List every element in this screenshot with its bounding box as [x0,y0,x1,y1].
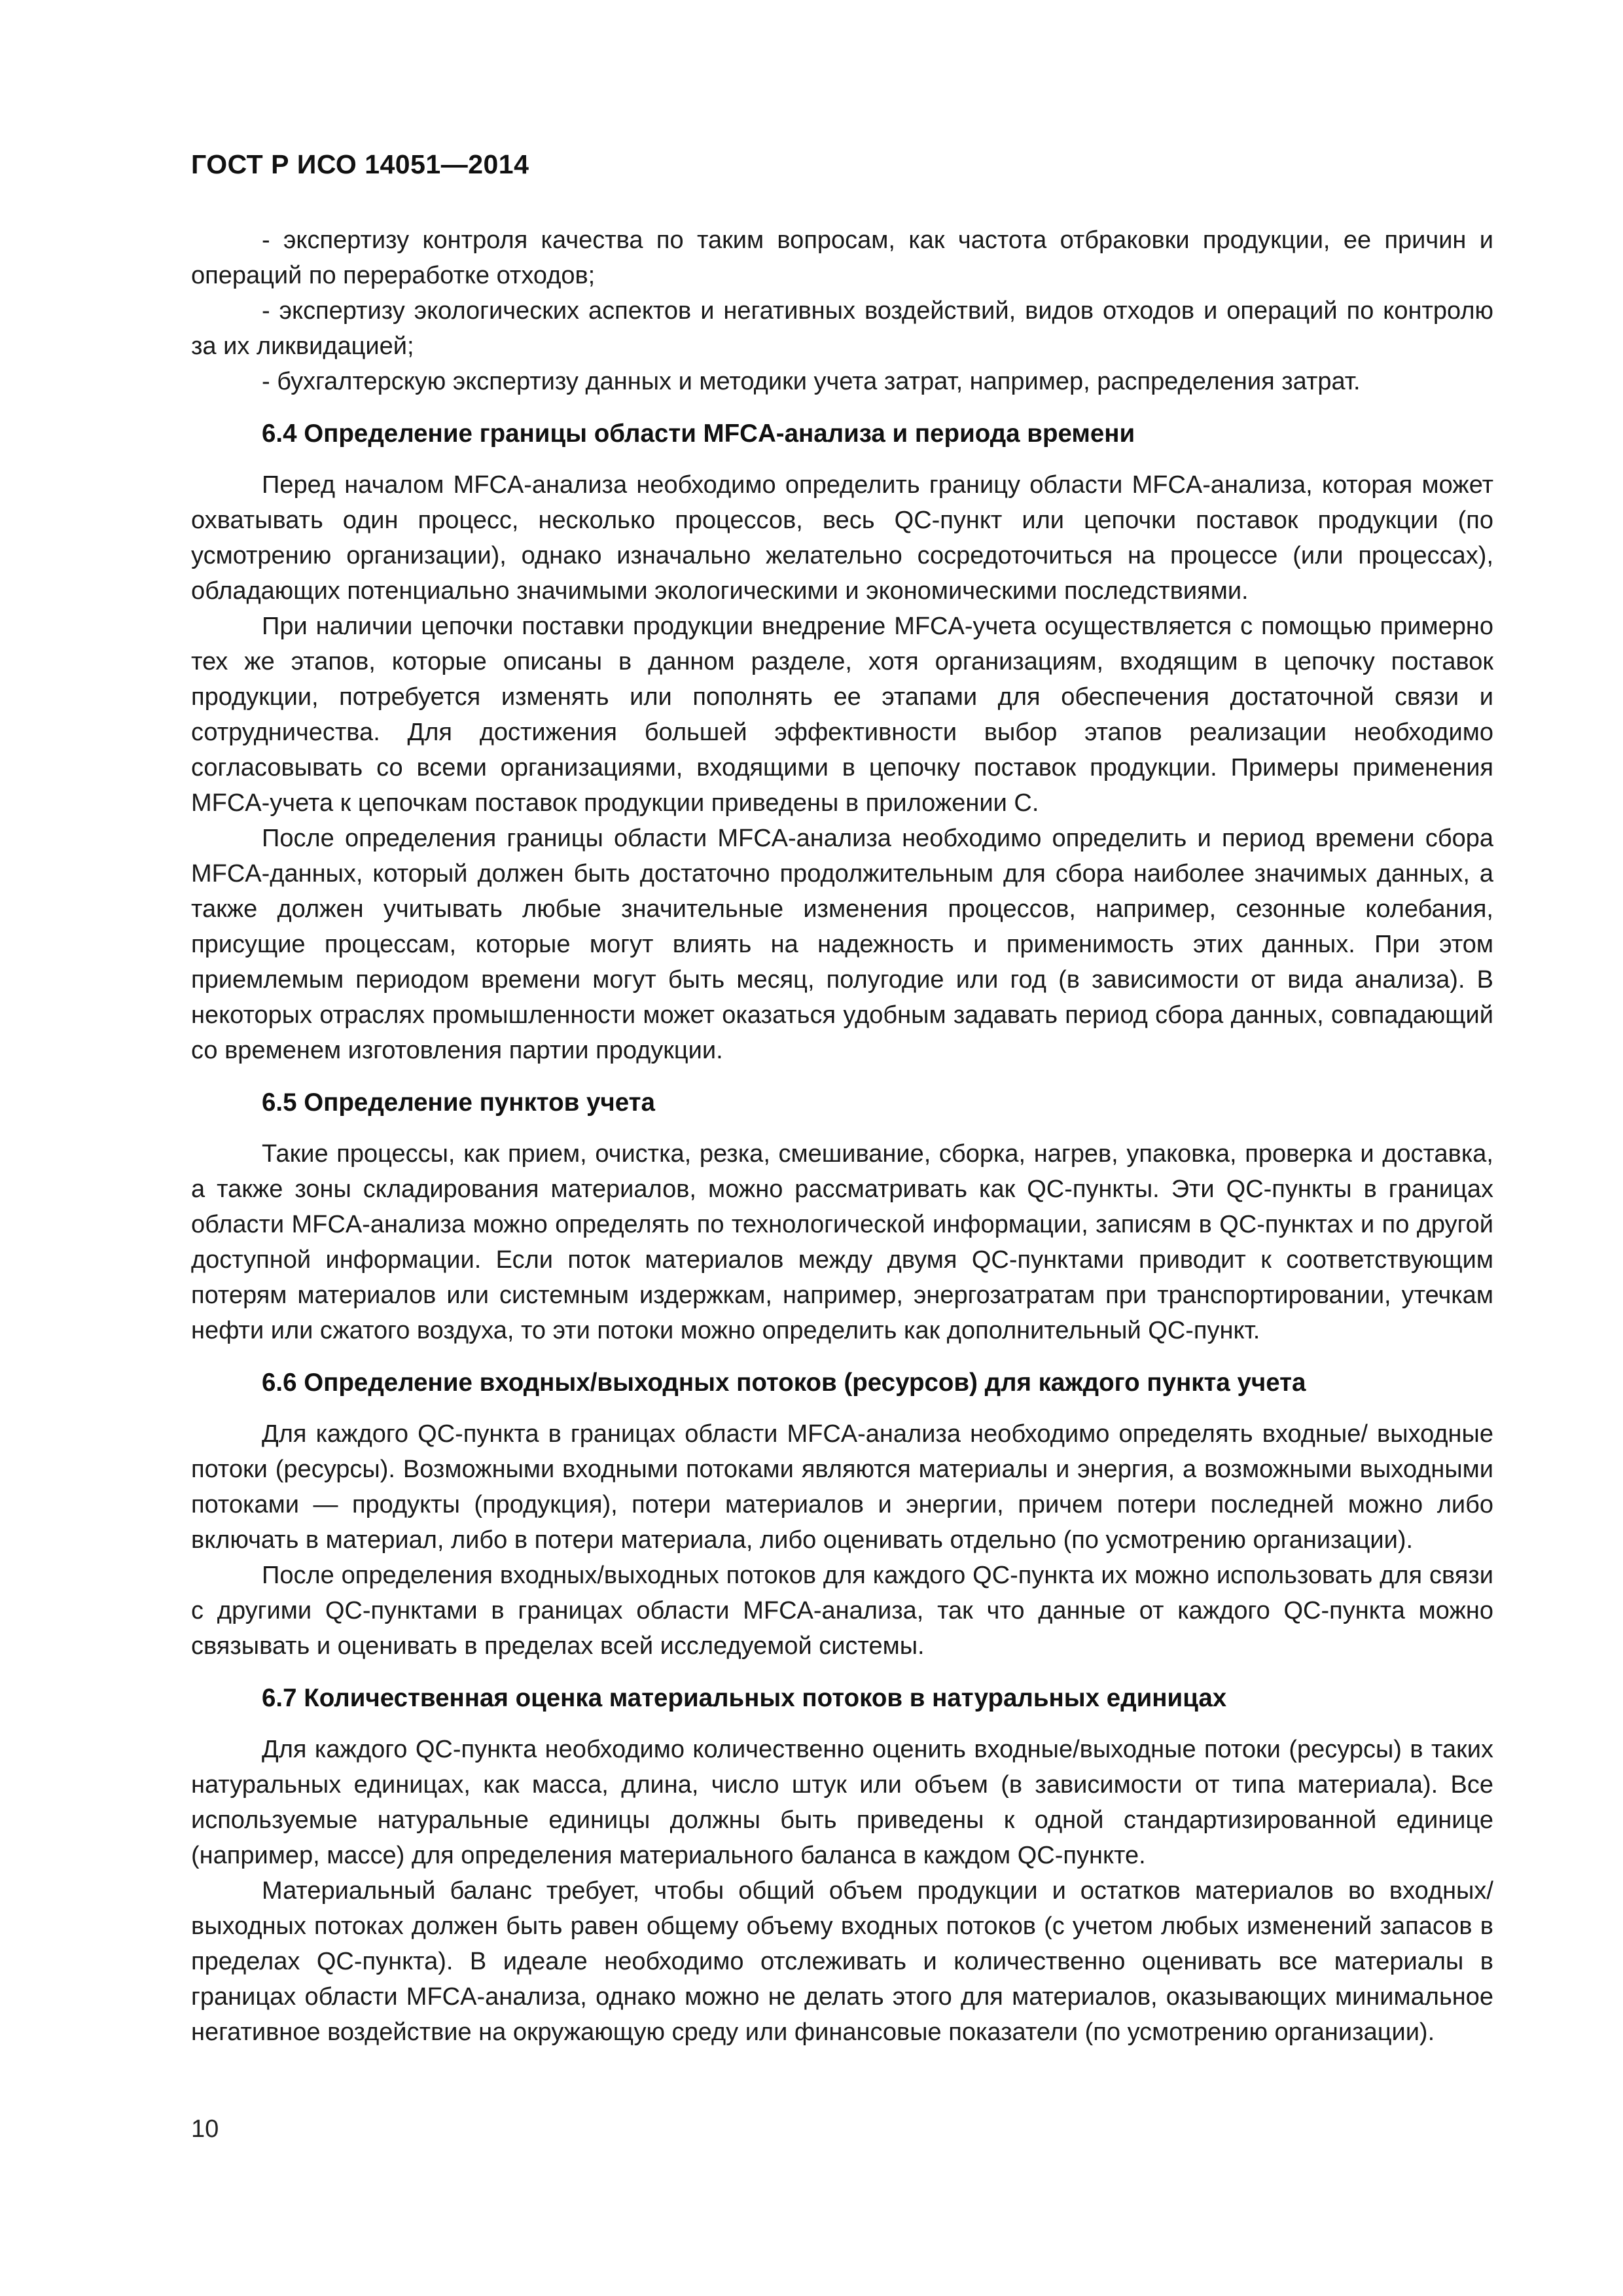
section-6-4-heading: 6.4 Определение границы области MFCA-анализа и периода времени [262,420,1135,448]
document-header: ГОСТ Р ИСО 14051—2014 [191,149,529,179]
document-body [191,223,1493,2050]
section-6-6-paragraph: После определения входных/выходных потоков для каждого QC-пункта их можно использовать для связи с другими QC-пунктами в границах области MFCA-анализа, так что данные от каждого QC-пункта можно связывать и оценивать в пределах всей исследуемой системы. [191,1562,1493,1660]
section-6-5-heading: 6.5 Определение пунктов учета [262,1088,655,1117]
intro-item-ecology: - экспертизу экологических аспектов и негативных воздействий, видов отходов и операций по контролю за их ликвидацией; [191,297,1493,360]
page-number: 10 [191,2115,219,2143]
section-6-6-heading: 6.6 Определение входных/выходных потоков (ресурсов) для каждого пункта учета [262,1369,1306,1397]
section-6-4-paragraph: При наличии цепочки поставки продукции внедрение MFCA-учета осуществляется с помощью примерно тех же этапов, которые описаны в данном разделе, хотя организациям, входящим в цепочку поставок продукции, потребуется изменять или пополнять ее этапами для обеспечения достаточной связи и сотрудничества. Для достижения большей эффективности выбор этапов реализации необходимо согласовывать со всеми организациями, входящими в цепочку поставок продукции. Примеры применения MFCA-учета к цепочкам поставок продукции приведены в приложении С. [191,613,1493,817]
section-6-4-paragraph: Перед началом MFCA-анализа необходимо определить границу области MFCA-анализа, которая может охватывать один процесс, несколько процессов, весь QC-пункт или цепочки поставок продукции (по усмотрению организации), однако изначально желательно сосредоточиться на процессе (или процессах), обладающих потенциально значимыми экологическими и экономическими последствиями. [191,471,1493,605]
section-6-7-paragraph: Для каждого QC-пункта необходимо количественно оценить входные/выходные потоки (ресурсы) в таких натуральных единицах, как масса, длина, число штук или объем (в зависимости от типа материала). Все используемые натуральные единицы должны быть приведены к одной стандартизированной единице (например, массе) для определения материального баланса в каждом QC-пункте. [191,1736,1493,1869]
intro-item-quality: - экспертизу контроля качества по таким вопросам, как частота отбраковки продукции, ее причин и операций по переработке отходов; [191,226,1493,289]
intro-item-accounting: - бухгалтерскую экспертизу данных и методики учета затрат, например, распределения затрат. [262,368,1361,395]
section-6-4-paragraph: После определения границы области MFCA-анализа необходимо определить и период времени сбора MFCA-данных, который должен быть достаточно продолжительным для сбора наиболее значимых данных, а также должен учитывать любые значительные изменения процессов, например, сезонные колебания, присущие процессам, которые могут влиять на надежность и применимость этих данных. При этом приемлемым периодом времени могут быть месяц, полугодие или год (в зависимости от вида анализа). В некоторых отраслях промышленности может оказаться удобным задавать период сбора данных, совпадающий со временем изготовления партии продукции. [191,825,1493,1064]
section-6-6-paragraph: Для каждого QC-пункта в границах области MFCA-анализа необходимо определять входные/ выходные потоки (ресурсы). Возможными входными потоками являются материалы и энергия, а возможными выходными потоками — продукты (продукция), потери материалов и энергии, причем потери последней можно либо включать в материал, либо в потери материала, либо оценивать отдельно (по усмотрению организации). [191,1420,1493,1554]
section-6-7-heading: 6.7 Количественная оценка материальных потоков в натуральных единицах [262,1684,1227,1712]
section-6-5-paragraph: Такие процессы, как прием, очистка, резка, смешивание, сборка, нагрев, упаковка, проверка и доставка, а также зоны складирования материалов, можно рассматривать как QC-пункты. Эти QC-пункты в границах области MFCA-анализа можно определять по технологической информации, записям в QC-пунктах и по другой доступной информации. Если поток материалов между двумя QC-пунктами приводит к соответствующим потерям материалов или системным издержкам, например, энергозатратам при транспортировании, утечкам нефти или сжатого воздуха, то эти потоки можно определить как дополнительный QC-пункт. [191,1140,1493,1344]
section-6-7-paragraph: Материальный баланс требует, чтобы общий объем продукции и остатков материалов во входных/ выходных потоках должен быть равен общему объему входных потоков (с учетом любых изменений запасов в пределах QC-пункта). В идеале необходимо отслеживать и количественно оценивать все материалы в границах области MFCA-анализа, однако можно не делать этого для материалов, оказывающих минимальное негативное воздействие на окружающую среду или финансовые показатели (по усмотрению организации). [191,1877,1493,2046]
